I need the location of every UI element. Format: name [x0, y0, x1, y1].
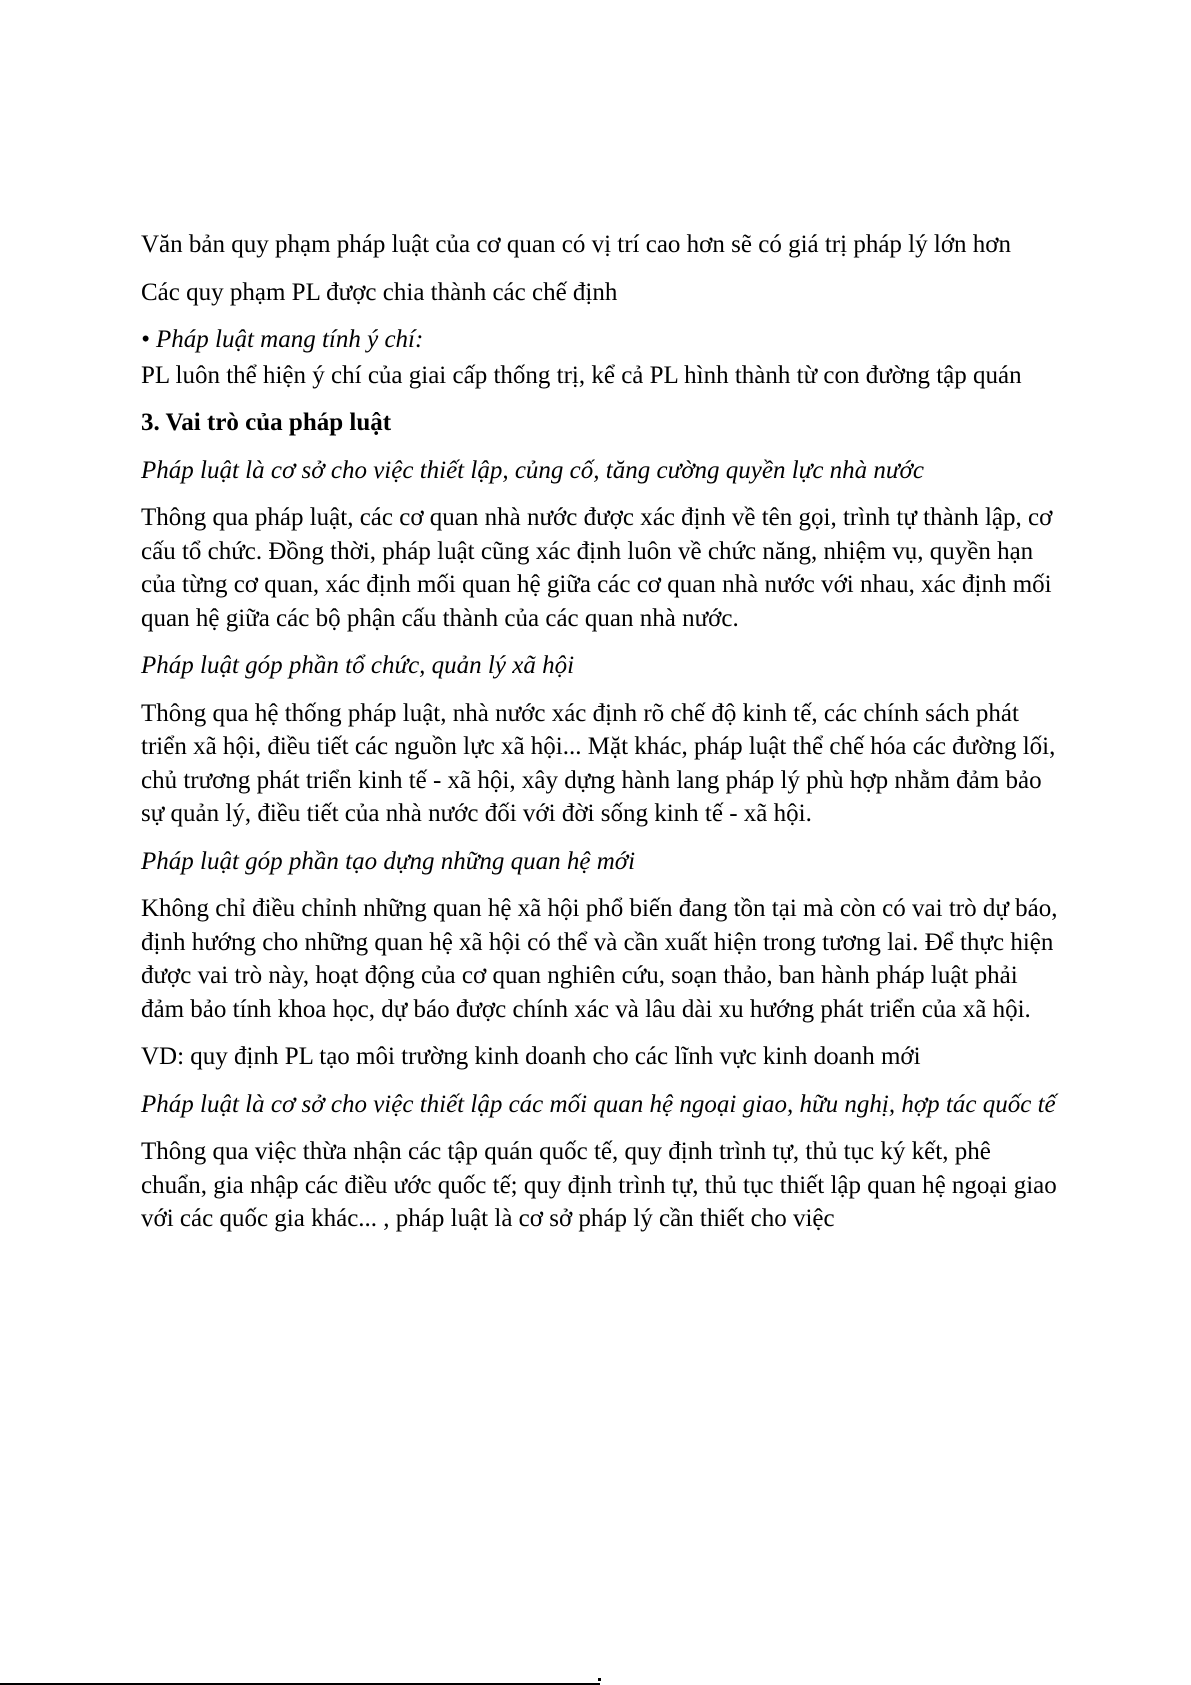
subheading-social-management: Pháp luật góp phần tổ chức, quản lý xã hội	[141, 652, 575, 679]
subheading-state-power: Pháp luật là cơ sở cho việc thiết lập, củng cố, tăng cường quyền lực nhà nước	[141, 456, 924, 484]
paragraph-state-agencies: Thông qua pháp luật, các cơ quan nhà nước được xác định về tên gọi, trình tự thành lập, cơ cấu tổ chức. Đồng thời, pháp luật cũng xác định luôn về chức năng, nhiệm vụ, quyền hạn của từng cơ quan, xác định mối quan hệ giữa các cơ quan nhà nước với nhau, xác định mối quan hệ giữa các bộ phận cấu thành của các quan nhà nước.	[141, 504, 1053, 632]
subheading-new-relations: Pháp luật góp phần tạo dựng những quan hệ mới	[141, 847, 636, 875]
subheading-international-relations: Pháp luật là cơ sở cho việc thiết lập các mối quan hệ ngoại giao, hữu nghị, hợp tác quốc tế	[141, 1090, 1056, 1118]
paragraph-legal-institutions: Các quy phạm PL được chia thành các chế định	[141, 278, 618, 306]
paragraph-ruling-class-will: PL luôn thể hiện ý chí của giai cấp thống trị, kể cả PL hình thành từ con đường tập quán	[141, 361, 1022, 389]
section-heading-role-of-law: 3. Vai trò của pháp luật	[141, 409, 392, 436]
document-page	[141, 228, 1061, 1250]
paragraph-legal-value: Văn bản quy phạm pháp luật của cơ quan có vị trí cao hơn sẽ có giá trị pháp lý lớn hơn	[141, 231, 1012, 258]
paragraph-example: VD: quy định PL tạo môi trường kinh doanh cho các lĩnh vực kinh doanh mới	[141, 1043, 921, 1070]
paragraph-international-treaties: Thông qua việc thừa nhận các tập quán quốc tế, quy định trình tự, thủ tục ký kết, phê chuẩn, gia nhập các điều ước quốc tế; quy định trình tự, thủ tục thiết lập quan hệ ngoại giao với các quốc gia khác... , pháp luật là cơ sở pháp lý cần thiết cho việc	[141, 1138, 1057, 1232]
paragraph-economic-regime: Thông qua hệ thống pháp luật, nhà nước xác định rõ chế độ kinh tế, các chính sách phát triển xã hội, điều tiết các nguồn lực xã hội... Mặt khác, pháp luật thể chế hóa các đường lối, chủ trương phát triển kinh tế - xã hội, xây dựng hành lang pháp lý phù hợp nhằm đảm bảo sự quản lý, điều tiết của nhà nước đối với đời sống kinh tế - xã hội.	[141, 699, 1056, 827]
page-bottom-dot	[598, 1678, 601, 1681]
paragraph-forecast-role: Không chỉ điều chỉnh những quan hệ xã hội phổ biến đang tồn tại mà còn có vai trò dự báo, định hướng cho những quan hệ xã hội có thể và cần xuất hiện trong tương lai. Để thực hiện được vai trò này, hoạt động của cơ quan nghiên cứu, soạn thảo, ban hành pháp luật phải đảm bảo tính khoa học, dự báo được chính xác và lâu dài xu hướng phát triển của xã hội.	[141, 895, 1058, 1023]
bullet-will-nature: • Pháp luật mang tính ý chí:	[141, 326, 424, 353]
